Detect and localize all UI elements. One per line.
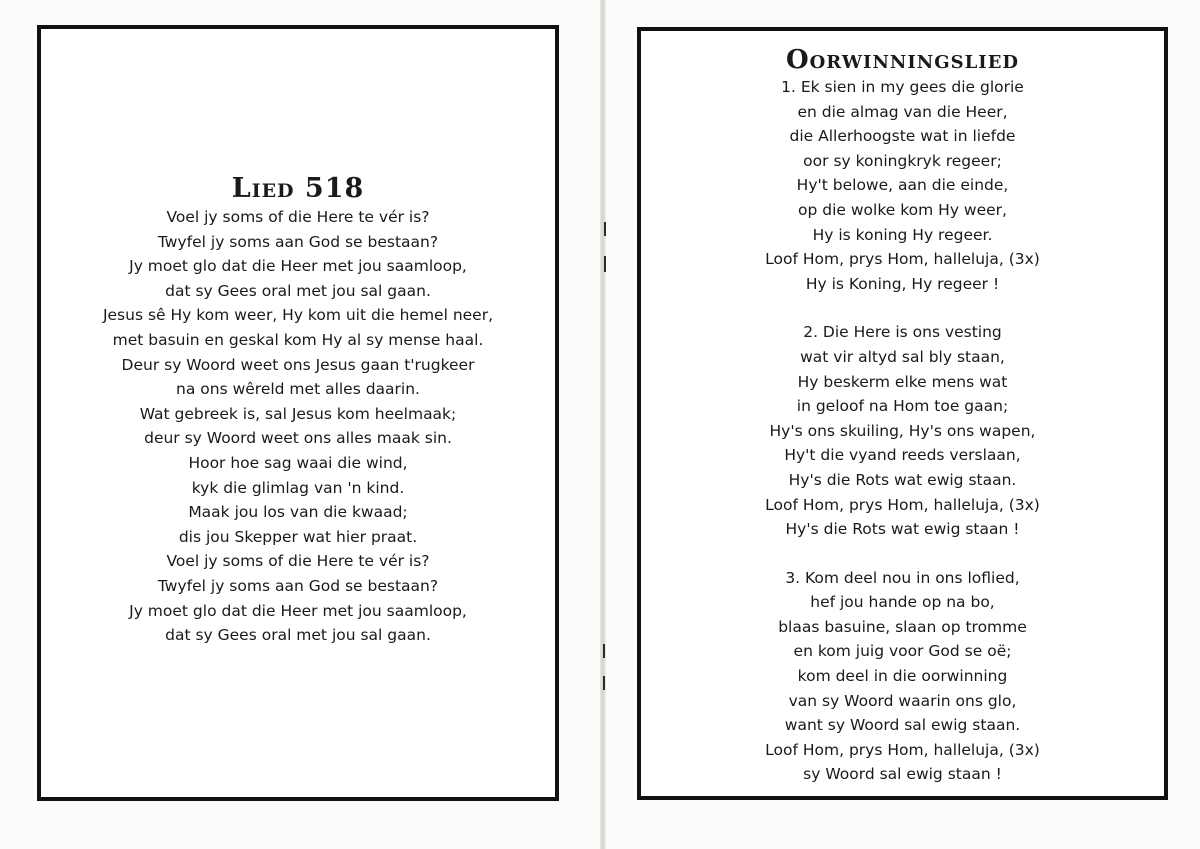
lyric-line: Wat gebreek is, sal Jesus kom heelmaak; — [139, 404, 457, 423]
lyric-line: Twyfel jy soms aan God se bestaan? — [157, 576, 439, 595]
lyric-line: Hy's ons skuiling, Hy's ons wapen, — [769, 421, 1036, 440]
fold-staple-mark — [603, 676, 605, 690]
fold-staple-mark — [604, 256, 606, 272]
lyric-line: 3. Kom deel nou in ons loflied, — [785, 568, 1020, 587]
lyric-line: oor sy koningkryk regeer; — [803, 151, 1002, 170]
lyric-line: sy Woord sal ewig staan ! — [803, 765, 1002, 784]
lyric-line: Hoor hoe sag waai die wind, — [188, 453, 408, 472]
lyric-line: Hy't belowe, aan die einde, — [796, 176, 1009, 195]
lyric-line: Maak jou los van die kwaad; — [188, 503, 408, 522]
lyric-line: kom deel in die oorwinning — [797, 667, 1008, 686]
lyric-line: blaas basuine, slaan op tromme — [778, 617, 1027, 636]
lyric-line: Hy's die Rots wat ewig staan. — [788, 470, 1017, 489]
lyric-line: op die wolke kom Hy weer, — [798, 200, 1007, 219]
lyric-line: Voel jy soms of die Here te vér is? — [166, 208, 430, 226]
lyric-line: Hy's die Rots wat ewig staan ! — [785, 520, 1020, 539]
lyric-line: Voel jy soms of die Here te vér is? — [166, 552, 430, 571]
lyric-line: Deur sy Woord weet ons Jesus gaan t'rugkeer — [121, 355, 475, 374]
lyric-line: 1. Ek sien in my gees die glorie — [781, 78, 1024, 96]
song-title-lied-518: Lied 518 — [231, 173, 365, 204]
lyric-line: en die almag van die Heer, — [797, 102, 1008, 121]
stanza-1 — [641, 75, 1164, 296]
lyric-line: dat sy Gees oral met jou sal gaan. — [165, 281, 431, 300]
lyric-line: dis jou Skepper wat hier praat. — [178, 527, 418, 546]
lyric-line: Hy is Koning, Hy regeer ! — [805, 274, 1000, 293]
lyric-line: want sy Woord sal ewig staan. — [784, 716, 1021, 735]
stanza-3 — [641, 566, 1164, 787]
fold-staple-mark — [603, 644, 605, 658]
lyric-line: Loof Hom, prys Hom, halleluja, (3x) — [765, 740, 1040, 759]
stanza-2 — [641, 320, 1164, 541]
song-title-oorwinningslied: Oorwinningslied — [785, 45, 1020, 75]
left-song-lyrics — [41, 205, 555, 648]
lyric-line: na ons wêreld met alles daarin. — [176, 380, 420, 399]
lyric-line: Jesus sê Hy kom weer, Hy kom uit die hemel neer, — [102, 306, 494, 325]
lyric-line: in geloof na Hom toe gaan; — [796, 397, 1009, 416]
lyric-line: Hy is koning Hy regeer. — [812, 225, 993, 244]
lyric-line: Hy beskerm elke mens wat — [797, 372, 1008, 391]
lyric-line: Twyfel jy soms aan God se bestaan? — [157, 232, 439, 251]
lyric-line: Loof Hom, prys Hom, halleluja, (3x) — [765, 250, 1040, 269]
lyric-line: Hy't die vyand reeds verslaan, — [784, 446, 1021, 465]
lyric-line: dat sy Gees oral met jou sal gaan. — [165, 626, 431, 645]
right-song-frame — [637, 27, 1168, 800]
lyric-line: kyk die glimlag van 'n kind. — [191, 478, 405, 497]
page-fold — [600, 0, 606, 849]
lyric-line: die Allerhoogste wat in liefde — [789, 127, 1016, 146]
lyric-line: 2. Die Here is ons vesting — [803, 323, 1002, 342]
left-song-frame — [37, 25, 559, 801]
right-song-lyrics — [641, 75, 1164, 787]
lyric-line: Jy moet glo dat die Heer met jou saamloop, — [129, 257, 467, 276]
fold-staple-mark — [604, 222, 606, 236]
lyric-line: hef jou hande op na bo, — [810, 593, 995, 612]
lyric-line: en kom juig voor God se oë; — [793, 642, 1012, 661]
lyric-line: met basuin en geskal kom Hy al sy mense haal. — [112, 330, 484, 349]
lyric-line: deur sy Woord weet ons alles maak sin. — [144, 429, 452, 448]
lyric-line: Jy moet glo dat die Heer met jou saamloop, — [129, 601, 467, 620]
lyric-line: van sy Woord waarin ons glo, — [788, 691, 1017, 710]
lyric-line: wat vir altyd sal bly staan, — [800, 347, 1005, 366]
lyric-line: Loof Hom, prys Hom, halleluja, (3x) — [765, 495, 1040, 514]
